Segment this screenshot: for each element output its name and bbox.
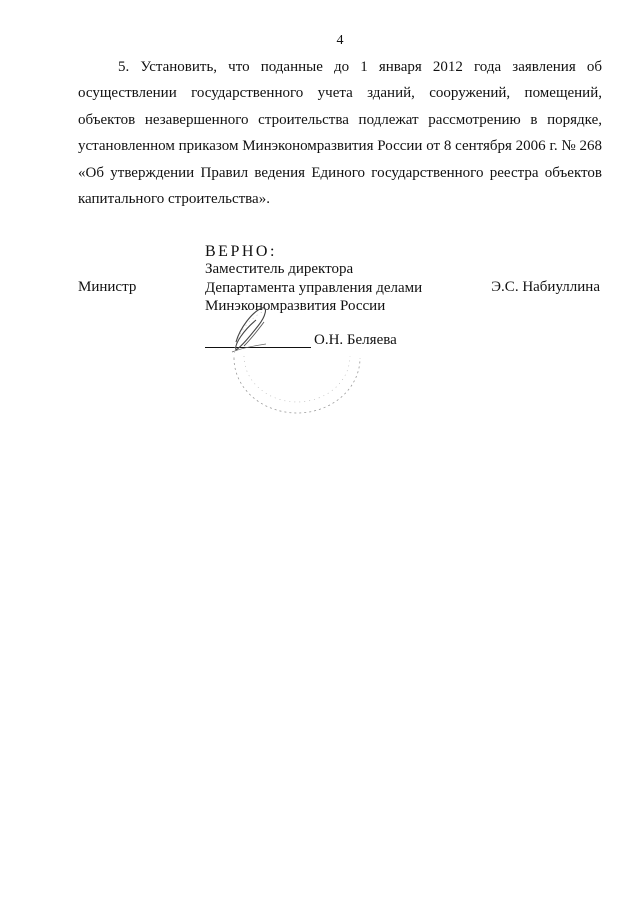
certifier-department: Департамента управления делами xyxy=(205,280,423,296)
signer-name: О.Н. Беляева xyxy=(314,332,397,348)
minister-title: Министр xyxy=(78,279,137,295)
stamp-seal-icon xyxy=(222,298,372,418)
certifier-position: Заместитель директора xyxy=(205,261,354,277)
certifier-ministry: Минэкономразвития России xyxy=(205,298,386,314)
minister-name: Э.С. Набиуллина xyxy=(491,279,600,295)
certification-heading: ВЕРНО: xyxy=(205,243,277,260)
page-number: 4 xyxy=(336,33,344,48)
body-paragraph: 5. Установить, что поданные до 1 января 2012 года заявления об осуществлении государственного учета зданий, сооружений, помещений, объектов незавершенного строительства подлежат рассмотрению в порядке, установленном приказом Минэкономразвития России от 8 сентября 2006 г. № 268 «Об утверждении Правил ведения Единого государственного реестра объектов капитального строительства». xyxy=(78,59,602,208)
signature-line xyxy=(205,347,311,348)
